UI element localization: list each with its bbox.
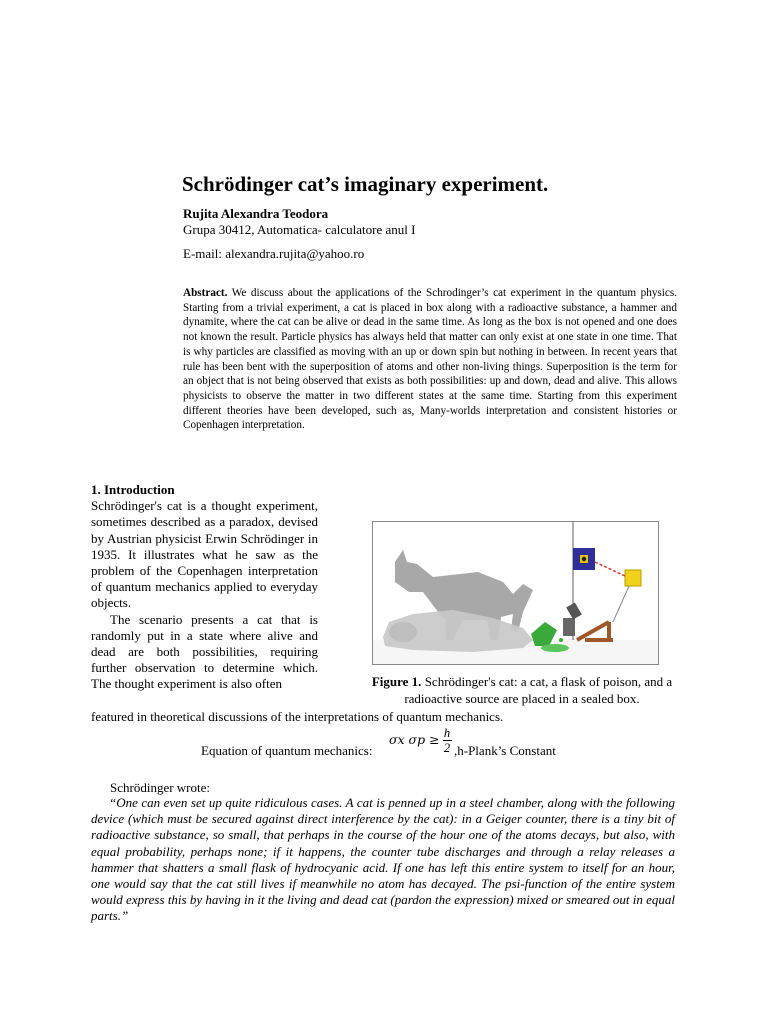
equation-lhs: σx σp ≥: [389, 732, 440, 747]
abstract-text: We discuss about the applications of the Schrodinger’s cat experiment in the quantum physics. Starting from a trivial experiment, a cat is placed in box along with a radioactive substance, a hammer and dynamite, where the cat can be alive or dead in the same time. As long as the box is not opened and one does not known the result. Particle physics has always held that matter can only exist at one state in one time. That is why particles are classified as moving with an up or down spin but nothing in between. In recent years that rule has been bent with the superposition of atoms and other non-living things. Superposition is the term for an object that is not being observed that exists as both possibilities: up and down, dead and alive. This allows physicists to observe the matter in two different states at the same time. Starting from this experiment different theories have been developed, such as, Many-worlds interpretation and consistent histories or Copenhagen interpretation.: [183, 287, 677, 432]
equation-fraction: [442, 726, 452, 755]
figure-caption: [350, 673, 694, 707]
fraction-denominator: 2: [443, 741, 451, 755]
section-heading: 1. Introduction: [91, 482, 175, 497]
paper-title: Schrödinger cat’s imaginary experiment.: [182, 172, 549, 196]
figure-label: Figure 1.: [371, 674, 422, 689]
quote-intro: Schrödinger wrote:: [110, 780, 211, 795]
equation-suffix: ,h-Plank’s Constant: [454, 743, 556, 758]
intro-paragraph-1: Schrödinger's cat is a thought experiment, sometimes described as a paradox, devised by Austrian physicist Erwin Schrödinger in 1935. It illustrates what he saw as the problem of the Copenhagen interpretation of quantum mechanics applied to everyday objects.: [91, 498, 318, 611]
author-email: E-mail: alexandra.rujita@yahoo.ro: [183, 246, 365, 261]
author-name: Rujita Alexandra Teodora: [183, 206, 329, 221]
figure-caption-text: Schrödinger's cat: a cat, a flask of poison, and a radioactive source are placed in a sealed box.: [404, 674, 673, 706]
schrodinger-cat-illustration: [373, 522, 658, 664]
quote-text: “One can even set up quite ridiculous cases. A cat is penned up in a steel chamber, along with the following device (which must be secured against direct interference by the cat): in a Geiger counter, there is a tiny bit of radioactive substance, so small, that perhaps in the course of the hour one of the atoms decays, but also, with equal probability, perhaps none; if it happens, the counter tube discharges and through a relay releases a hammer that shatters a small flask of hydrocyanic acid. If one has left this entire system to itself for an hour, one would say that the cat still lives if meanwhile no atom has decayed. The psi-function of the entire system would express this by having in it the living and dead cat (pardon the expression) mixed or smeared out in equal parts.”: [91, 795, 675, 924]
abstract-label: Abstract.: [183, 287, 228, 299]
figure-image: [372, 521, 659, 665]
abstract: [183, 286, 677, 433]
intro-paragraph-2-end: featured in theoretical discussions of the interpretations of quantum mechanics.: [91, 709, 504, 724]
fraction-numerator: h: [443, 726, 451, 740]
author-affiliation: Grupa 30412, Automatica- calculatore anul I: [183, 222, 416, 237]
schrodinger-quote: [91, 795, 675, 925]
equation-label: Equation of quantum mechanics:: [201, 743, 373, 758]
introduction-column: [91, 482, 318, 693]
intro-paragraph-2: The scenario presents a cat that is randomly put in a state where alive and dead are both possibilities, requiring further observation to determine which. The thought experiment is also often: [91, 611, 318, 692]
